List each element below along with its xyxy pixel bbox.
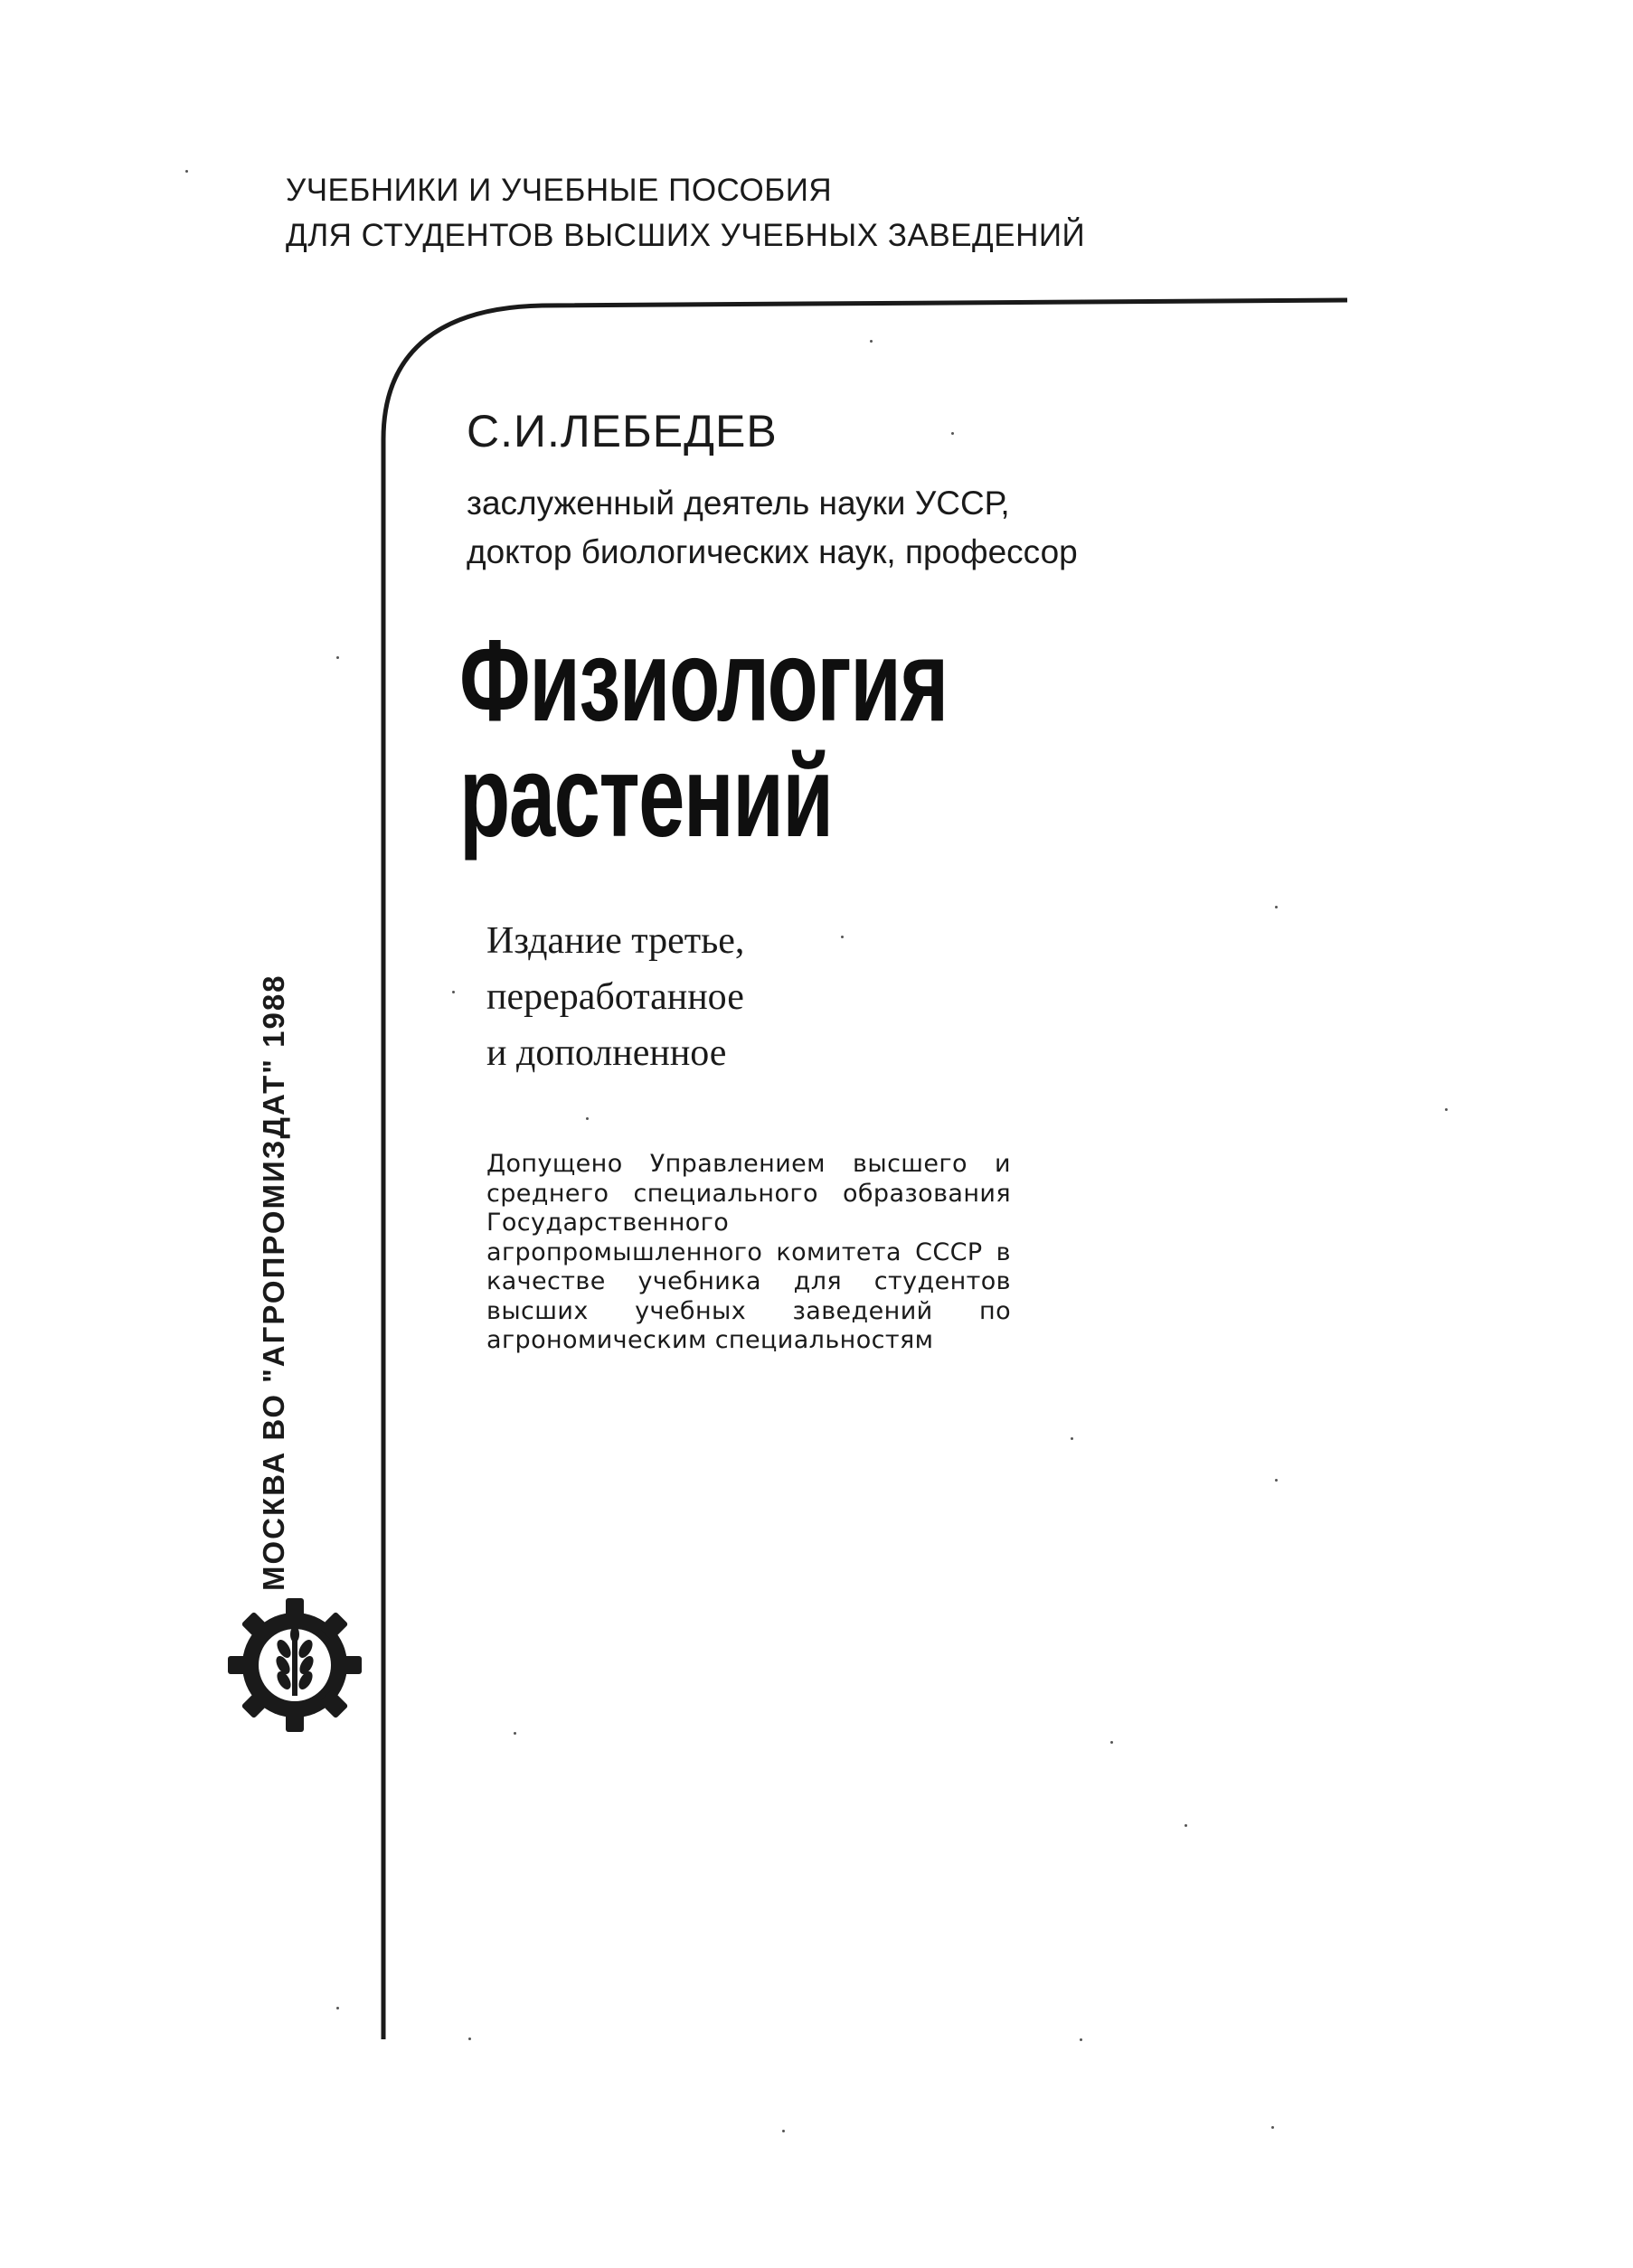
scan-speck [1080, 2038, 1082, 2041]
edition-note [486, 913, 744, 1081]
title-line-2: растений [459, 732, 833, 861]
scan-speck [1071, 1437, 1073, 1440]
credential-line-2: доктор биологических наук, профессор [467, 533, 1078, 570]
publisher-logo-icon [222, 1593, 367, 1737]
scan-speck [1445, 1108, 1448, 1111]
edition-line-1: Издание третье, [486, 920, 745, 962]
series-line-1: УЧЕБНИКИ И УЧЕБНЫЕ ПОСОБИЯ [286, 173, 833, 208]
scan-speck [1275, 1479, 1278, 1482]
credential-line-1: заслуженный деятель науки УССР, [467, 485, 1010, 522]
series-heading [286, 168, 1085, 259]
author-name: С.И.ЛЕБЕДЕВ [467, 406, 778, 456]
author-credentials [467, 479, 1078, 577]
publisher-imprint: МОСКВА ВО "АГРОПРОМИЗДАТ" 1988 [257, 974, 290, 1591]
book-title [459, 616, 948, 861]
series-line-2: ДЛЯ СТУДЕНТОВ ВЫСШИХ УЧЕБНЫХ ЗАВЕДЕНИЙ [286, 218, 1086, 253]
scan-speck [514, 1732, 516, 1735]
scan-speck [452, 991, 455, 993]
scan-speck [1271, 2126, 1274, 2129]
scan-speck [951, 432, 954, 435]
approval-statement: Допущено Управлением высшего и среднего специального образования Государственного агропромышленного комитета СССР в качестве учебника для студентов высших учебных заведений по агрономическим специальностям [486, 1150, 1011, 1354]
scan-speck [336, 2007, 339, 2009]
scan-speck [841, 936, 844, 938]
scan-speck [468, 2037, 471, 2040]
edition-line-3: и дополненное [486, 1032, 727, 1074]
title-line-1: Физиология [459, 616, 948, 746]
scan-speck [336, 656, 339, 659]
scan-speck [1185, 1824, 1187, 1827]
scan-speck [185, 170, 188, 173]
scan-speck [586, 1117, 589, 1120]
scan-speck [870, 340, 873, 343]
edition-line-2: переработанное [486, 976, 744, 1018]
scan-speck [1110, 1741, 1113, 1744]
scan-speck [1275, 906, 1278, 908]
scan-speck [782, 2130, 785, 2132]
